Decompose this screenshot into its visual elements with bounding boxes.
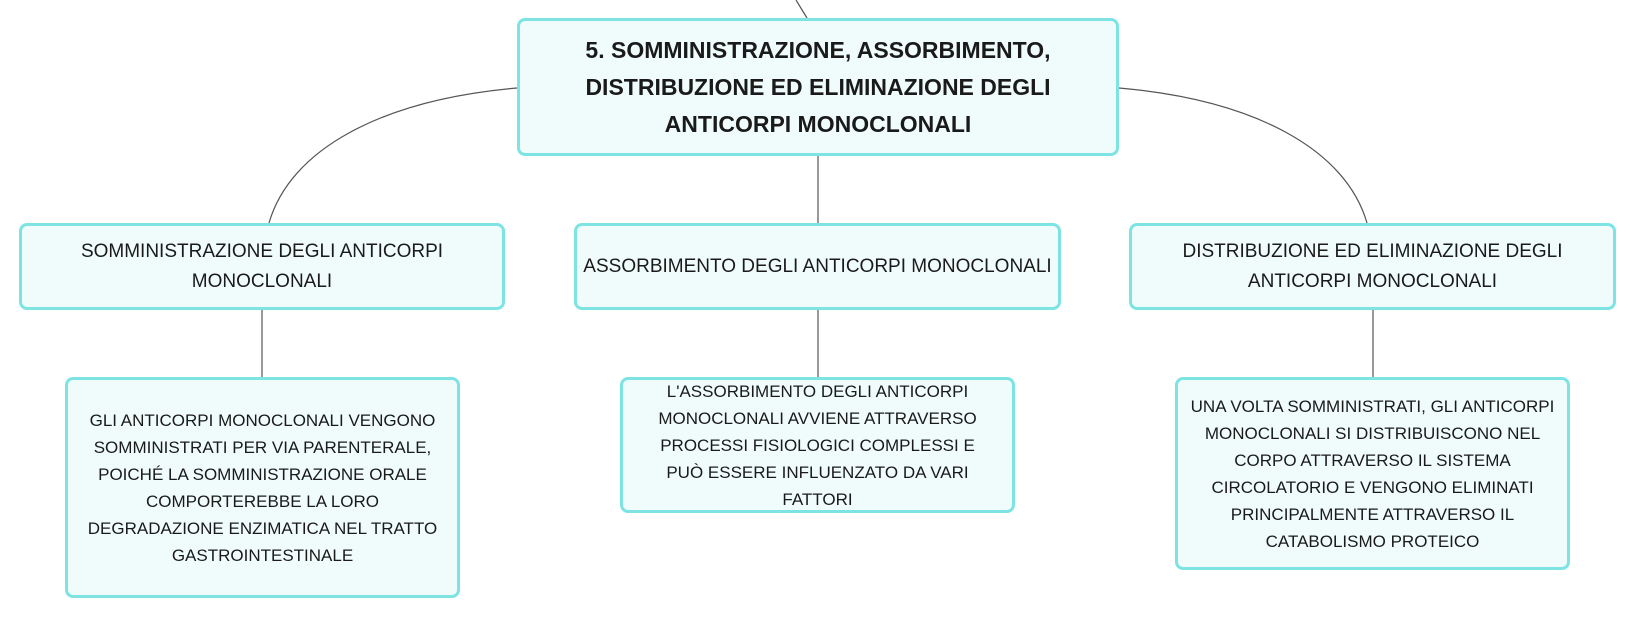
central-topic-node[interactable] — [517, 18, 1119, 156]
topic-label-administration: SOMMINISTRAZIONE DEGLI ANTICORPI MONOCLONALI — [80, 240, 444, 292]
detail-node-absorption[interactable] — [620, 377, 1015, 513]
topic-label-distribution: DISTRIBUZIONE ED ELIMINAZIONE DEGLI ANTICORPI MONOCLONALI — [1182, 240, 1563, 292]
central-topic-title: 5. SOMMINISTRAZIONE, ASSORBIMENTO, DISTRIBUZIONE ED ELIMINAZIONE DEGLI ANTICORPI MONOCLONALI — [585, 36, 1051, 137]
detail-text-administration: GLI ANTICORPI MONOCLONALI VENGONO SOMMINISTRATI PER VIA PARENTERALE, POICHÉ LA SOMMINISTRAZIONE ORALE COMPORTEREBBE LA LORO DEGRADAZIONE ENZIMATICA NEL TRATTO GASTROINTESTINALE — [87, 410, 438, 565]
detail-text-distribution: UNA VOLTA SOMMINISTRATI, GLI ANTICORPI MONOCLONALI SI DISTRIBUISCONO NEL CORPO ATTRAVERSO IL SISTEMA CIRCOLATORIO E VENGONO ELIMINATI PRINCIPALMENTE ATTRAVERSO IL CATABOLISMO PROTEICO — [1190, 396, 1555, 551]
topic-label-absorption: ASSORBIMENTO DEGLI ANTICORPI MONOCLONALI — [583, 255, 1052, 277]
detail-node-administration[interactable] — [65, 377, 460, 598]
topic-node-administration[interactable] — [19, 223, 505, 310]
connector-central-to-distribution — [1119, 88, 1367, 223]
detail-text-absorption: L'ASSORBIMENTO DEGLI ANTICORPI MONOCLONALI AVVIENE ATTRAVERSO PROCESSI FISIOLOGICI COMPLESSI E PUÒ ESSERE INFLUENZATO DA VARI FATTORI — [658, 381, 977, 509]
connector-central-to-administration — [269, 88, 517, 223]
topic-node-absorption[interactable] — [574, 223, 1061, 310]
detail-node-distribution[interactable] — [1175, 377, 1570, 570]
topic-node-distribution[interactable] — [1129, 223, 1616, 310]
connector-parent-to-central — [796, 0, 807, 18]
